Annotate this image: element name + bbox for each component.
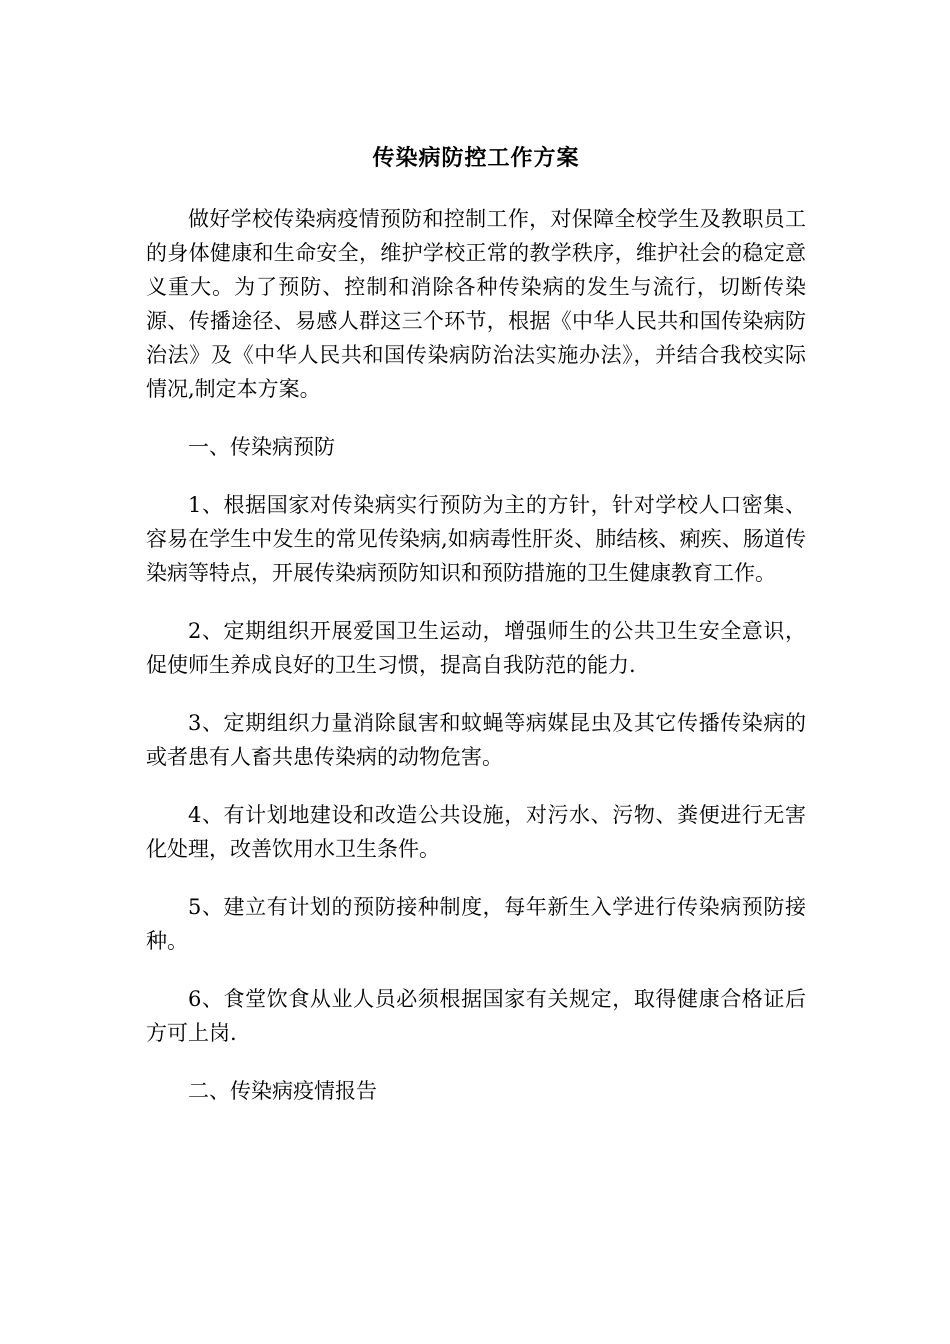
prevention-item-3: 3、定期组织力量消除鼠害和蚊蝇等病媒昆虫及其它传播传染病的或者患有人畜共患传染病的动物危害。 [146,711,806,769]
prevention-item-1: 1、根据国家对传染病实行预防为主的方针，针对学校人口密集、容易在学生中发生的常见传染病,如病毒性肝炎、肺结核、痢疾、肠道传染病等特点，开展传染病预防知识和预防措施的卫生健康教育工作。 [146,493,806,585]
prevention-item-5: 5、建立有计划的预防接种制度，每年新生入学进行传染病预防接种。 [146,895,806,953]
intro-paragraph: 做好学校传染病疫情预防和控制工作，对保障全校学生及教职员工的身体健康和生命安全，维护学校正常的教学秩序，维护社会的稳定意义重大。为了预防、控制和消除各种传染病的发生与流行，切断传染源、传播途径、易感人群这三个环节，根据《中华人民共和国传染病防治法》及《中华人民共和国传染病防治法实施办法》，并结合我校实际情况,制定本方案。 [146,207,806,401]
prevention-item-4: 4、有计划地建设和改造公共设施，对污水、污物、粪便进行无害化处理，改善饮用水卫生条件。 [146,803,806,861]
section-heading-reporting: 二、传染病疫情报告 [188,1079,377,1103]
document-page [146,138,806,1132]
document-title: 传染病防控工作方案 [372,145,580,171]
section-heading-prevention: 一、传染病预防 [188,435,335,459]
prevention-item-2: 2、定期组织开展爱国卫生运动，增强师生的公共卫生安全意识，促使师生养成良好的卫生习惯，提高自我防范的能力. [146,619,806,677]
prevention-item-6: 6、食堂饮食从业人员必须根据国家有关规定，取得健康合格证后方可上岗. [146,987,806,1045]
